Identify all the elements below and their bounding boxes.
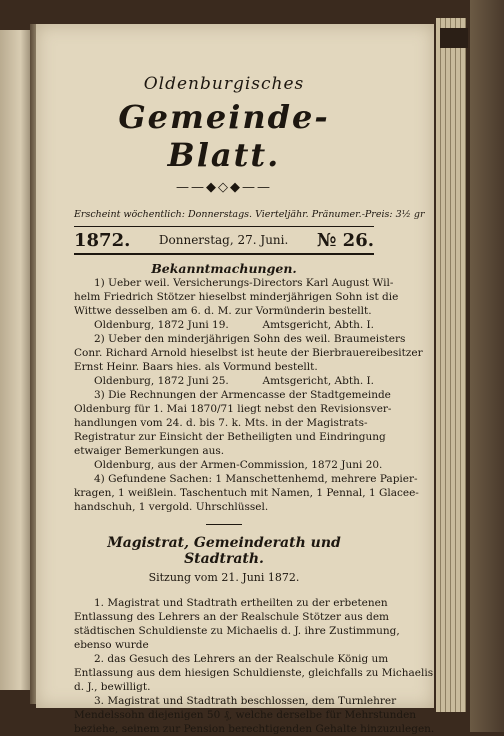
signature-authority: Amtsgericht, Abth. I. <box>262 375 374 387</box>
announcements-3-4 <box>74 388 419 514</box>
issue-year: 1872. <box>74 229 131 251</box>
text-line: Conr. Richard Arnold hieselbst ist heute der Bierbrauereibesitzer <box>74 347 423 359</box>
left-page-edge <box>0 30 34 690</box>
masthead-title-small: Oldenburgisches <box>143 74 305 94</box>
text-line: städtischen Schuldienste zu Michaelis d. J. ihre Zustimmung, <box>74 625 400 637</box>
text-line: 2) Ueber den minderjährigen Sohn des weil. Braumeisters <box>94 333 406 345</box>
section-separator <box>206 524 242 525</box>
masthead-subtitle: Erscheint wöchentlich: Donnerstags. Vierteljähr. Pränumer.-Preis: 3½ gr <box>74 209 425 220</box>
text-line: 4) Gefundene Sachen: 1 Manschettenhemd, mehrere Papier- <box>94 473 418 485</box>
signature-line <box>74 318 374 332</box>
text-line: kragen, 1 weißlein. Taschentuch mit Namen, 1 Pennal, 1 Glacee- <box>74 487 419 499</box>
announcements-heading: Bekanntmachungen. <box>151 261 297 276</box>
text-line: d. J., bewilligt. <box>74 681 151 693</box>
text-line: Registratur zur Einsicht der Betheiligten und Eindringung <box>74 431 386 443</box>
issue-bar <box>74 226 374 255</box>
page-content <box>74 66 435 736</box>
text-line: Ernst Heinr. Baars hies. als Vormund bestellt. <box>74 361 318 373</box>
issue-number: № 26. <box>316 229 374 251</box>
session-date: Sitzung vom 21. Juni 1872. <box>148 571 300 584</box>
text-line: 1. Magistrat und Stadtrath ertheilten zu der erbetenen <box>94 597 388 609</box>
council-heading: Magistrat, Gemeinderath und Stadtrath. <box>107 535 341 567</box>
signature-authority: Amtsgericht, Abth. I. <box>262 319 374 331</box>
text-line: 2. das Gesuch des Lehrers an der Realschule König um <box>94 653 389 665</box>
text-line: Oldenburg, aus der Armen-Commission, 1872 Juni 20. <box>94 459 383 471</box>
dark-corner <box>440 28 468 48</box>
book-cover <box>470 0 504 732</box>
announcement-2 <box>74 332 423 374</box>
text-line: 3. Magistrat und Stadtrath beschlossen, dem Turnlehrer <box>94 695 397 707</box>
text-line: Wittwe desselben am 6. d. M. zur Vormünderin bestellt. <box>74 305 372 317</box>
ornament: ——◆◇◆—— <box>176 180 272 195</box>
page-edge <box>461 18 466 712</box>
announcement-1 <box>74 276 399 318</box>
council-text <box>74 596 435 736</box>
text-line: 1) Ueber weil. Versicherungs-Directors Karl August Wil- <box>94 277 394 289</box>
text-line: beziehe, seinem zur Pension berechtigenden Gehalte hinzuzulegen. <box>74 723 435 735</box>
issue-date: Donnerstag, 27. Juni. <box>158 233 289 247</box>
text-line: helm Friedrich Stötzer hieselbst minderjährigen Sohn ist die <box>74 291 399 303</box>
text-line: Entlassung des Lehrers an der Realschule Stötzer aus dem <box>74 611 390 623</box>
text-line: Mendelssohn diejenigen 50 ₰, welche derselbe für Mehrstunden <box>74 709 417 721</box>
signature-line <box>74 374 374 388</box>
text-line: etwaiger Bemerkungen aus. <box>74 445 225 457</box>
text-line: Oldenburg für 1. Mai 1870/71 liegt nebst den Revisionsver- <box>74 403 392 415</box>
masthead-title-large: Gemeinde-Blatt. <box>118 98 330 174</box>
text-line: Entlassung aus dem hiesigen Schuldienste, gleichfalls zu Michaelis <box>74 667 434 679</box>
text-line: handschuh, 1 vergold. Uhrschlüssel. <box>74 501 269 513</box>
text-line: 3) Die Rechnungen der Armencasse der Stadtgemeinde <box>94 389 391 401</box>
signature-place-date: Oldenburg, 1872 Juni 25. <box>94 375 229 387</box>
text-line: handlungen vom 24. d. bis 7. k. Mts. in der Magistrats- <box>74 417 368 429</box>
text-line: ebenso wurde <box>74 639 149 651</box>
signature-place-date: Oldenburg, 1872 Juni 19. <box>94 319 229 331</box>
